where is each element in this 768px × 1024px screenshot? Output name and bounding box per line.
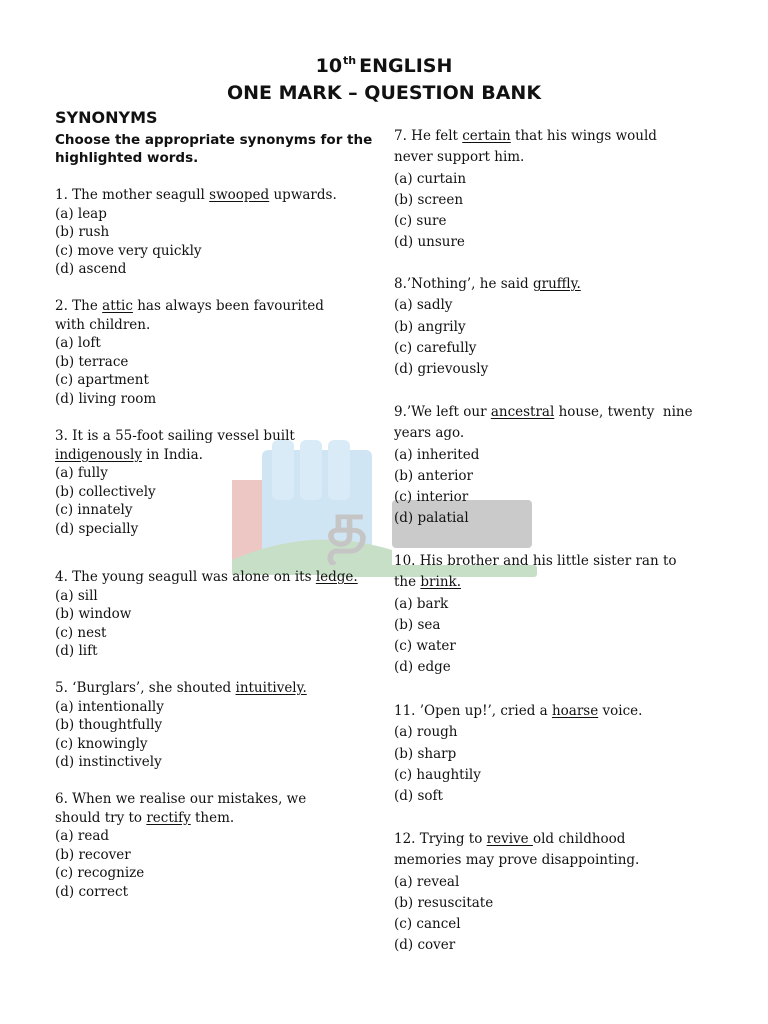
option-a: (a) intentionally	[55, 698, 164, 715]
grade-number: 10	[315, 55, 343, 77]
option-d: (d) specially	[55, 520, 139, 537]
question-stem: 4. The young seagull was alone on its ledge.	[55, 569, 358, 585]
option-c: (c) cancel	[394, 916, 461, 933]
question-stem: 7. He felt certain that his wings would	[394, 128, 657, 144]
option-c: (c) water	[394, 638, 456, 655]
option-c: (c) nest	[55, 624, 107, 641]
subject-name: ENGLISH	[359, 55, 453, 77]
option-d: (d) instinctively	[55, 754, 162, 771]
option-b: (b) terrace	[55, 353, 129, 370]
svg-text:த: த	[327, 487, 368, 560]
highlighted-word: intuitively.	[235, 680, 307, 696]
option-d: (d) living room	[55, 390, 157, 407]
option-d: (d) edge	[394, 659, 451, 676]
highlighted-word: attic	[102, 298, 133, 314]
option-c: (c) innately	[55, 502, 133, 519]
option-a: (a) rough	[394, 724, 458, 741]
option-b: (b) rush	[55, 224, 110, 241]
option-a: (a) inherited	[394, 446, 480, 463]
option-d: (d) palatial	[394, 510, 469, 527]
option-a: (a) leap	[55, 205, 107, 222]
question-stem-continued: should try to rectify them.	[55, 809, 235, 826]
highlighted-word: rectify	[146, 809, 191, 826]
question-stem: 12. Trying to revive old childhood	[394, 831, 626, 847]
question-stem: 1. The mother seagull swooped upwards.	[55, 187, 337, 203]
highlighted-word: ancestral	[490, 404, 555, 420]
question-stem: 11. ’Open up!’, cried a hoarse voice.	[394, 703, 643, 719]
option-c: (c) knowingly	[55, 735, 148, 752]
question-4	[55, 568, 380, 661]
question-stem-continued: indigenously in India.	[55, 446, 203, 463]
question-stem-continued: never support him.	[394, 149, 525, 166]
option-a: (a) bark	[394, 595, 449, 612]
option-b: (b) sea	[394, 616, 441, 633]
option-a: (a) reveal	[394, 873, 460, 890]
option-d: (d) lift	[55, 643, 98, 660]
question-1	[55, 186, 380, 279]
option-a: (a) loft	[55, 335, 101, 352]
question-7	[394, 126, 714, 254]
question-6	[55, 790, 380, 902]
highlighted-word: swooped	[209, 187, 270, 203]
question-2	[55, 297, 380, 409]
grade-suffix: th	[343, 54, 357, 67]
question-stem-continued: with children.	[55, 316, 151, 333]
option-d: (d) soft	[394, 788, 443, 805]
question-stem: 10. His brother and his little sister ran to	[394, 553, 677, 569]
highlighted-word: hoarse	[551, 703, 599, 719]
option-d: (d) correct	[55, 883, 129, 900]
question-stem: 2. The attic has always been favourited	[55, 298, 324, 314]
question-10	[394, 551, 714, 679]
highlighted-word: ledge.	[315, 569, 358, 585]
option-a: (a) sadly	[394, 297, 453, 314]
option-c: (c) recognize	[55, 865, 145, 882]
option-c: (c) apartment	[55, 372, 149, 389]
option-b: (b) anterior	[394, 467, 473, 484]
highlighted-word: brink.	[420, 574, 461, 591]
question-stem: 9.’We left our ancestral house, twenty nine	[394, 404, 693, 420]
question-9	[394, 402, 714, 530]
option-b: (b) collectively	[55, 483, 156, 500]
option-c: (c) interior	[394, 489, 469, 506]
question-3	[55, 427, 380, 539]
section-heading: SYNONYMS	[55, 108, 158, 127]
highlighted-word: certain	[462, 128, 511, 144]
option-b: (b) thoughtfully	[55, 717, 163, 734]
option-d: (d) grievously	[394, 361, 489, 378]
question-stem: 8.’Nothing’, he said gruffly.	[394, 276, 581, 292]
option-c: (c) move very quickly	[55, 242, 202, 259]
option-d: (d) unsure	[394, 234, 465, 251]
option-b: (b) screen	[394, 191, 464, 208]
question-11	[394, 701, 714, 807]
option-b: (b) resuscitate	[394, 894, 494, 911]
option-c: (c) carefully	[394, 339, 477, 356]
page-subtitle: ONE MARK – QUESTION BANK	[226, 82, 542, 104]
option-a: (a) curtain	[394, 170, 467, 187]
option-a: (a) sill	[55, 587, 98, 604]
option-d: (d) cover	[394, 937, 456, 954]
question-stem-continued: memories may prove disappointing.	[394, 852, 640, 869]
section-instructions: Choose the appropriate synonyms for the highlighted words.	[55, 132, 373, 166]
question-stem: 6. When we realise our mistakes, we	[55, 791, 307, 807]
highlighted-word: gruffly.	[532, 276, 581, 292]
question-5	[55, 679, 380, 772]
question-stem-continued: the brink.	[394, 574, 461, 591]
question-12	[394, 829, 714, 957]
option-d: (d) ascend	[55, 261, 127, 278]
highlighted-word: indigenously	[55, 446, 142, 463]
option-a: (a) read	[55, 828, 110, 845]
highlighted-word: revive	[486, 831, 533, 847]
page-title	[0, 54, 768, 77]
question-stem-continued: years ago.	[394, 425, 465, 442]
question-8	[394, 274, 714, 380]
question-stem: 5. ‘Burglars’, she shouted intuitively.	[55, 680, 307, 696]
option-b: (b) window	[55, 606, 132, 623]
option-a: (a) fully	[55, 465, 108, 482]
option-b: (b) sharp	[394, 745, 457, 762]
option-b: (b) angrily	[394, 318, 466, 335]
option-b: (b) recover	[55, 846, 131, 863]
question-stem: 3. It is a 55-foot sailing vessel built	[55, 428, 295, 444]
option-c: (c) haughtily	[394, 766, 481, 783]
option-c: (c) sure	[394, 213, 447, 230]
